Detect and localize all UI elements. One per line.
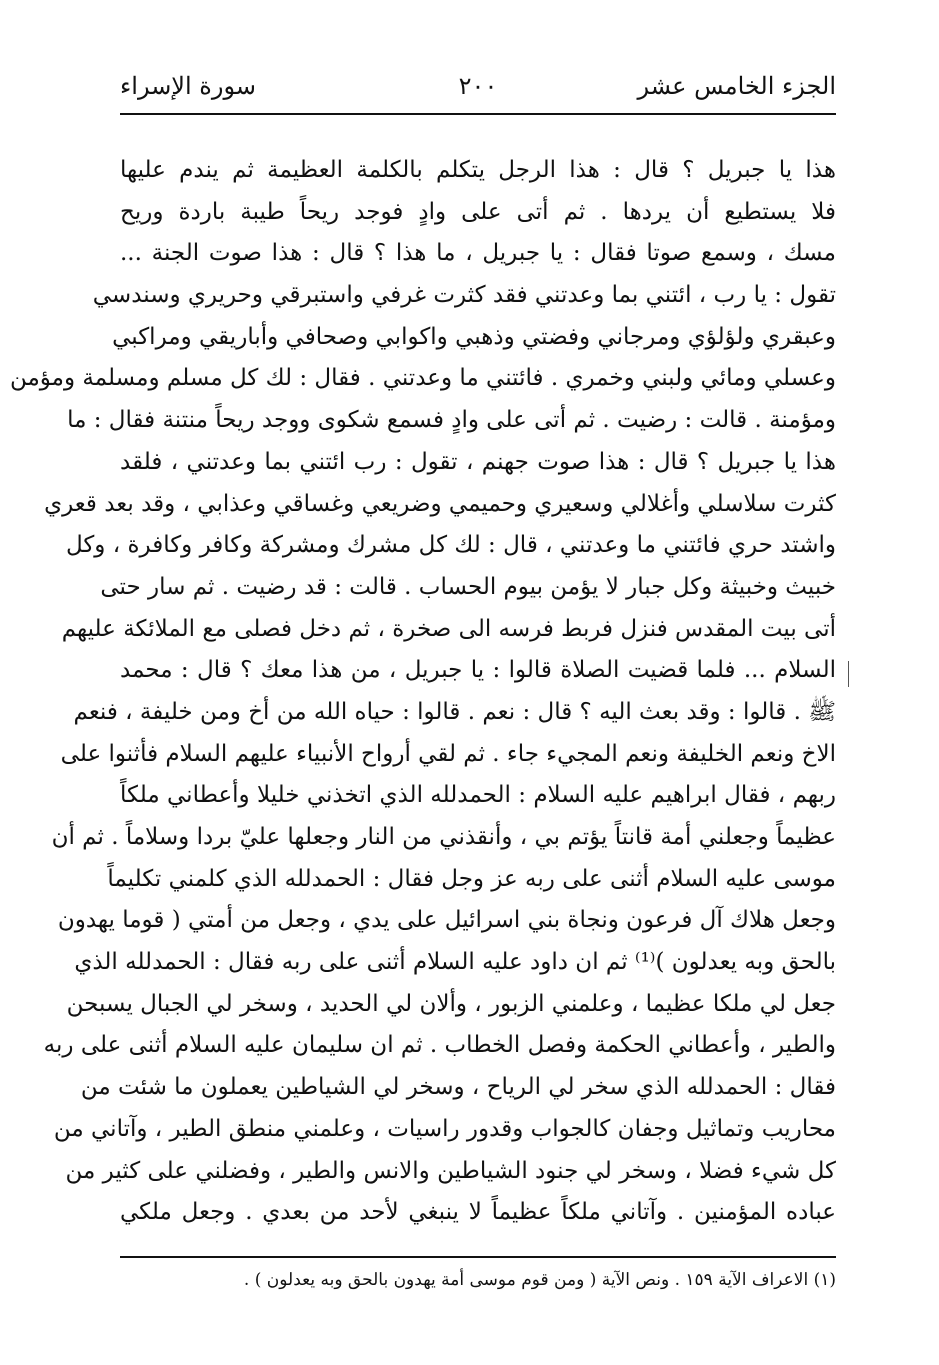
footnote-rule bbox=[120, 1256, 836, 1258]
text-line: واشتد حري فائتني ما وعدتني ، قال : لك كل مشرك ومشركة وكافر وكافرة ، وكل bbox=[65, 532, 836, 559]
text-line: جعل لي ملكا عظيما ، وعلمني الزبور ، وألان لي الحديد ، وسخر لي الجبال يسبحن bbox=[66, 990, 836, 1017]
text-line: هذا يا جبريل ؟ قال : هذا الرجل يتكلم بالكلمة العظيمة ثم يندم عليها bbox=[120, 157, 836, 183]
text-line: كثرت سلاسلي وأغلالي وسعيري وحميمي وضريعي وغساقي وعذابي ، وقد بعد قعري bbox=[44, 490, 836, 517]
text-line: وعبقري ولؤلؤي ومرجاني وفضتي وذهبي واكوابي وصحافي وأباريقي ومراكبي bbox=[112, 323, 836, 350]
text-line: هذا يا جبريل ؟ قال : هذا صوت جهنم ، تقول : رب ائتني بما وعدتني ، فلقد bbox=[120, 448, 836, 475]
text-line: محاريب وتماثيل وجفان كالجواب وقدور راسيات ، وعلمني منطق الطير ، وآتاني من bbox=[53, 1115, 836, 1142]
margin-mark bbox=[848, 661, 849, 687]
text-line: فقال : الحمدلله الذي سخر لي الرياح ، وسخر لي الشياطين يعملون ما شئت من bbox=[80, 1074, 836, 1101]
text-line: مسك ، وسمع صوتا فقال : يا جبريل ، ما هذا ؟ قال : هذا صوت الجنة ... bbox=[120, 240, 836, 267]
text-line: بالحق وبه يعدلون )⁽¹⁾ ثم ان داود عليه السلام أثنى على ربه فقال : الحمدلله الذي bbox=[74, 949, 836, 976]
part-title: الجزء الخامس عشر bbox=[637, 72, 836, 100]
text-line: وجعل هلاك آل فرعون ونجاة بني اسرائيل على يدي ، وجعل من أمتي ( قوما يهدون bbox=[57, 907, 836, 934]
text-line: السلام ... فلما قضيت الصلاة قالوا : يا جبريل ، من هذا معك ؟ قال : محمد bbox=[120, 657, 836, 684]
page-header bbox=[120, 72, 836, 108]
page-number: ٢٠٠ bbox=[458, 72, 498, 100]
text-line: عباده المؤمنين . وآتاني ملكاً عظيماً لا ينبغي لأحد من بعدي . وجعل ملكي bbox=[120, 1199, 836, 1226]
footnote: (١) الاعراف الآية ١٥٩ . ونص الآية ( ومن قوم موسى أمة يهدون بالحق وبه يعدلون ) . bbox=[243, 1270, 836, 1290]
header-rule bbox=[120, 113, 836, 115]
text-line: فلا يستطيع أن يردها . ثم أتى على وادٍ فوجد ريحاً طيبة باردة وريح bbox=[120, 198, 836, 225]
text-line: موسى عليه السلام أثنى على ربه عز وجل فقال : الحمدلله الذي كلمني تكليماً bbox=[107, 865, 836, 892]
surah-title: سورة الإسراء bbox=[120, 72, 256, 100]
text-line: تقول : يا رب ، ائتني بما وعدتني فقد كثرت غرفي واستبرقي وحريري وسندسي bbox=[92, 282, 836, 309]
text-line: الاخ ونعم الخليفة ونعم المجيء جاء . ثم لقي أرواح الأنبياء عليهم السلام فأثنوا على bbox=[60, 740, 836, 767]
text-line: أتى بيت المقدس فنزل فربط فرسه الى صخرة ، ثم دخل فصلى مع الملائكة عليهم bbox=[61, 615, 836, 642]
text-line: ومؤمنة . قالت : رضيت . ثم أتى على وادٍ فسمع شكوى ووجد ريحاً منتنة فقال : ما bbox=[67, 407, 836, 434]
text-line: والطير ، وأعطاني الحكمة وفصل الخطاب . ثم ان سليمان عليه السلام أثنى على ربه bbox=[43, 1032, 836, 1059]
text-line: وعسلي ومائي ولبني وخمري . فائتني ما وعدتني . فقال : لك كل مسلم ومسلمة ومؤمن bbox=[9, 365, 836, 392]
text-line: خبيث وخبيثة وكل جبار لا يؤمن بيوم الحساب . قالت : قد رضيت . ثم سار حتى bbox=[100, 573, 836, 600]
text-line: كل شيء فضلا ، وسخر لي جنود الشياطين والانس والطير ، وفضلني على كثير من bbox=[65, 1157, 836, 1184]
text-line: ﷺ . قالوا : وقد بعث اليه ؟ قال : نعم . قالوا : حياه الله من أخ ومن خليفة ، فنعم bbox=[73, 698, 836, 725]
text-line: ربهم ، فقال ابراهيم عليه السلام : الحمدلله الذي اتخذني خليلا وأعطاني ملكاً bbox=[120, 782, 836, 809]
text-line: عظيماً وجعلني أمة قانتاً يؤتم بي ، وأنقذني من النار وجعلها عليّ بردا وسلاماً . ثم أن bbox=[51, 824, 836, 850]
main-text bbox=[9, 150, 836, 1234]
